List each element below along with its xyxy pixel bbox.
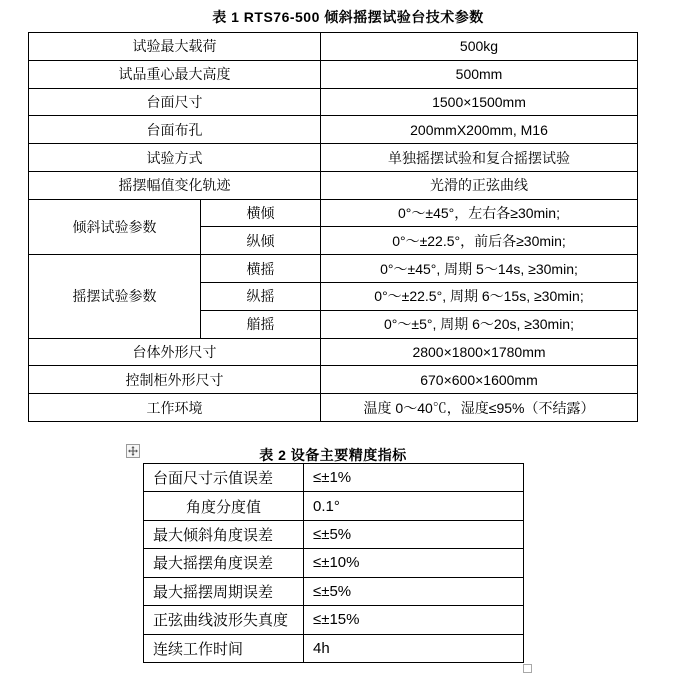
row-value: 温度 0～40℃，湿度≤95%（不结露） — [321, 394, 638, 422]
row-label: 最大摇摆角度误差 — [144, 549, 304, 577]
row-sub-label: 艏摇 — [201, 310, 321, 338]
row-label: 台体外形尺寸 — [29, 338, 321, 366]
row-value: 500kg — [321, 33, 638, 61]
row-value: 4h — [304, 634, 524, 662]
table-resize-handle[interactable] — [523, 664, 532, 673]
row-value: 0°～±22.5°, 周期 6～15s, ≥30min; — [321, 283, 638, 311]
row-value: 2800×1800×1780mm — [321, 338, 638, 366]
table-row — [29, 394, 638, 422]
row-label: 最大倾斜角度误差 — [144, 520, 304, 548]
table-move-handle[interactable] — [126, 444, 140, 458]
row-label: 试验最大载荷 — [29, 33, 321, 61]
row-value: ≤±1% — [304, 464, 524, 492]
row-value: 200mmX200mm, M16 — [321, 116, 638, 144]
row-group-label: 摇摆试验参数 — [29, 255, 201, 338]
row-label: 角度分度值 — [144, 492, 304, 520]
row-value: 0°～±5°, 周期 6～20s, ≥30min; — [321, 310, 638, 338]
row-sub-label: 横倾 — [201, 199, 321, 227]
table-row — [144, 577, 524, 605]
row-value: 光滑的正弦曲线 — [321, 171, 638, 199]
table-row — [29, 199, 638, 227]
table-row — [29, 366, 638, 394]
row-label: 连续工作时间 — [144, 634, 304, 662]
move-icon — [128, 446, 138, 456]
table-row — [29, 60, 638, 88]
row-value: 0°～±45°, 周期 5～14s, ≥30min; — [321, 255, 638, 283]
table-row — [29, 88, 638, 116]
table-row — [144, 634, 524, 662]
row-group-label: 倾斜试验参数 — [29, 199, 201, 255]
row-label: 台面布孔 — [29, 116, 321, 144]
table-row — [29, 171, 638, 199]
row-label: 控制柜外形尺寸 — [29, 366, 321, 394]
table1-title: 表 1 RTS76-500 倾斜摇摆试验台技术参数 — [212, 9, 484, 25]
row-label: 试品重心最大高度 — [29, 60, 321, 88]
table-row — [29, 338, 638, 366]
row-label: 正弦曲线波形失真度 — [144, 606, 304, 634]
table1 — [28, 32, 638, 422]
table-row — [29, 116, 638, 144]
row-sub-label: 纵倾 — [201, 227, 321, 255]
table-row — [29, 255, 638, 283]
row-value: 0°～±22.5°，前后各≥30min; — [321, 227, 638, 255]
row-label: 摇摆幅值变化轨迹 — [29, 171, 321, 199]
row-value: 1500×1500mm — [321, 88, 638, 116]
row-value: 0°～±45°，左右各≥30min; — [321, 199, 638, 227]
table-row — [144, 549, 524, 577]
row-sub-label: 横摇 — [201, 255, 321, 283]
row-sub-label: 纵摇 — [201, 283, 321, 311]
row-label: 工作环境 — [29, 394, 321, 422]
table-row — [144, 520, 524, 548]
table-row — [29, 33, 638, 61]
table-row — [144, 606, 524, 634]
row-label: 台面尺寸 — [29, 88, 321, 116]
row-value: ≤±10% — [304, 549, 524, 577]
row-value: ≤±15% — [304, 606, 524, 634]
row-value: ≤±5% — [304, 577, 524, 605]
row-value: 500mm — [321, 60, 638, 88]
table-row — [144, 464, 524, 492]
row-value: ≤±5% — [304, 520, 524, 548]
row-label: 最大摇摆周期误差 — [144, 577, 304, 605]
row-value: 单独摇摆试验和复合摇摆试验 — [321, 144, 638, 172]
table2-title: 表 2 设备主要精度指标 — [259, 447, 407, 463]
table-row — [144, 492, 524, 520]
row-label: 试验方式 — [29, 144, 321, 172]
row-label: 台面尺寸示值误差 — [144, 464, 304, 492]
row-value: 0.1° — [304, 492, 524, 520]
table2 — [143, 463, 524, 663]
table-row — [29, 144, 638, 172]
row-value: 670×600×1600mm — [321, 366, 638, 394]
